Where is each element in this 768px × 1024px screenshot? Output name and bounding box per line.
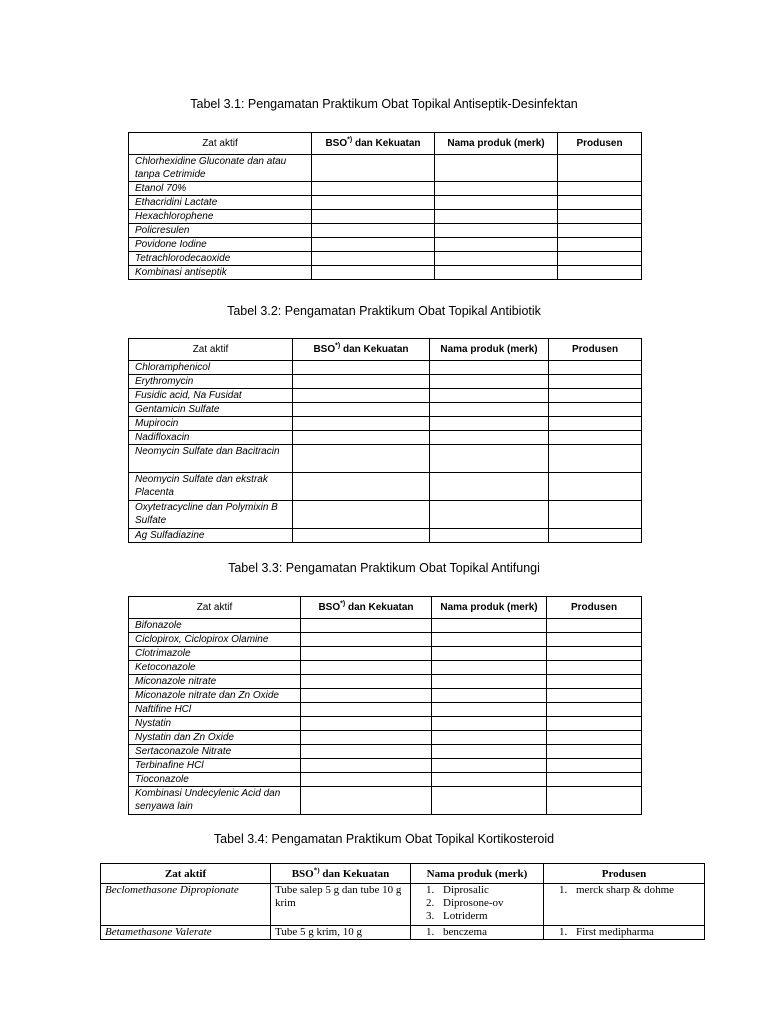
table-row xyxy=(129,389,642,403)
table-row xyxy=(129,529,642,543)
table-row xyxy=(129,210,642,224)
table2-header-row xyxy=(129,339,642,361)
nama-produk-cell xyxy=(411,884,544,926)
nama-produk-cell xyxy=(411,926,544,940)
produsen-list xyxy=(548,926,704,939)
zat-aktif-cell: Gentamicin Sulfate xyxy=(129,403,293,417)
zat-aktif-cell: Nadifloxacin xyxy=(129,431,293,445)
col-zat-aktif: Zat aktif xyxy=(129,339,293,361)
table-row xyxy=(129,155,642,182)
col-nama-produk: Nama produk (merk) xyxy=(430,339,549,361)
zat-aktif-cell: Tetrachlorodecaoxide xyxy=(129,252,312,266)
col-zat-aktif: Zat aktif xyxy=(129,597,301,619)
table-row xyxy=(129,703,642,717)
table3-caption: Tabel 3.3: Pengamatan Praktikum Obat Topikal Antifungi xyxy=(228,561,540,575)
zat-aktif-cell: Chloramphenicol xyxy=(129,361,293,375)
zat-aktif-cell: Oxytetracycline dan Polymixin B Sulfate xyxy=(129,501,293,529)
zat-aktif-cell: Tioconazole xyxy=(129,773,301,787)
table-row xyxy=(129,224,642,238)
col-produsen: Produsen xyxy=(544,864,705,884)
produsen-list xyxy=(548,884,704,897)
bso-cell: Tube salep 5 g dan tube 10 g krim xyxy=(271,884,411,926)
table-row xyxy=(129,445,642,473)
col-produsen: Produsen xyxy=(558,133,642,155)
zat-aktif-cell: Kombinasi Undecylenic Acid dan senyawa lain xyxy=(129,787,301,815)
table-row xyxy=(101,884,705,926)
zat-aktif-cell: Neomycin Sulfate dan Bacitracin xyxy=(129,445,293,473)
table-row xyxy=(129,787,642,815)
zat-aktif-cell: Beclomethasone Dipropionate xyxy=(101,884,271,926)
col-bso: BSO*) dan Kekuatan xyxy=(301,597,432,619)
zat-aktif-cell: Policresulen xyxy=(129,224,312,238)
table-row xyxy=(129,773,642,787)
table1-header-row xyxy=(129,133,642,155)
list-item: 1. First medipharma xyxy=(570,926,704,939)
zat-aktif-cell: Mupirocin xyxy=(129,417,293,431)
table-row xyxy=(129,731,642,745)
produsen-cell xyxy=(544,926,705,940)
list-item: 2. Diprosone-ov xyxy=(437,897,543,910)
zat-aktif-cell: Miconazole nitrate dan Zn Oxide xyxy=(129,689,301,703)
table-row xyxy=(129,196,642,210)
table-row xyxy=(129,661,642,675)
col-zat-aktif: Zat aktif xyxy=(129,133,312,155)
zat-aktif-cell: Terbinafine HCl xyxy=(129,759,301,773)
table-row xyxy=(129,182,642,196)
zat-aktif-cell: Ciclopirox, Ciclopirox Olamine xyxy=(129,633,301,647)
table-row xyxy=(129,501,642,529)
table-row xyxy=(129,417,642,431)
col-nama-produk: Nama produk (merk) xyxy=(435,133,558,155)
col-bso: BSO*) dan Kekuatan xyxy=(271,864,411,884)
table4-header-row xyxy=(101,864,705,884)
zat-aktif-cell: Hexachlorophene xyxy=(129,210,312,224)
zat-aktif-cell: Etanol 70% xyxy=(129,182,312,196)
table-row xyxy=(129,238,642,252)
col-bso: BSO*) dan Kekuatan xyxy=(312,133,435,155)
zat-aktif-cell: Miconazole nitrate xyxy=(129,675,301,689)
table-row xyxy=(129,647,642,661)
col-produsen: Produsen xyxy=(549,339,642,361)
zat-aktif-cell: Neomycin Sulfate dan ekstrak Placenta xyxy=(129,473,293,501)
table-row xyxy=(129,689,642,703)
zat-aktif-cell: Naftifine HCl xyxy=(129,703,301,717)
zat-aktif-cell: Betamethasone Valerate xyxy=(101,926,271,940)
produk-list xyxy=(415,884,543,923)
produk-list xyxy=(415,926,543,939)
table-row xyxy=(129,431,642,445)
zat-aktif-cell: Erythromycin xyxy=(129,375,293,389)
table-row xyxy=(129,361,642,375)
produsen-cell xyxy=(544,884,705,926)
list-item: 1. merck sharp & dohme xyxy=(570,884,704,897)
bso-cell: Tube 5 g krim, 10 g xyxy=(271,926,411,940)
table2-caption: Tabel 3.2: Pengamatan Praktikum Obat Topikal Antibiotik xyxy=(227,304,541,318)
table-row xyxy=(129,266,642,280)
list-item: 1. benczema xyxy=(437,926,543,939)
zat-aktif-cell: Bifonazole xyxy=(129,619,301,633)
zat-aktif-cell: Ag Sulfadiazine xyxy=(129,529,293,543)
zat-aktif-cell: Kombinasi antiseptik xyxy=(129,266,312,280)
table-row xyxy=(129,759,642,773)
table-row xyxy=(129,619,642,633)
table1-caption: Tabel 3.1: Pengamatan Praktikum Obat Topikal Antiseptik-Desinfektan xyxy=(190,97,578,111)
table-row xyxy=(129,717,642,731)
table1-antiseptik xyxy=(128,132,642,280)
table2-antibiotik xyxy=(128,338,642,543)
table4-kortikosteroid xyxy=(100,863,705,940)
zat-aktif-cell: Ketoconazole xyxy=(129,661,301,675)
table4-caption: Tabel 3.4: Pengamatan Praktikum Obat Topikal Kortikosteroid xyxy=(213,832,555,846)
col-nama-produk: Nama produk (merk) xyxy=(411,864,544,884)
table-row xyxy=(129,403,642,417)
list-item: 3. Lotriderm xyxy=(437,910,543,923)
col-produsen: Produsen xyxy=(547,597,642,619)
table-row xyxy=(129,252,642,266)
table-row xyxy=(129,375,642,389)
zat-aktif-cell: Clotrimazole xyxy=(129,647,301,661)
zat-aktif-cell: Nystatin xyxy=(129,717,301,731)
table3-antifungi xyxy=(128,596,642,815)
col-nama-produk: Nama produk (merk) xyxy=(432,597,547,619)
table-row xyxy=(129,473,642,501)
zat-aktif-cell: Povidone Iodine xyxy=(129,238,312,252)
table-row xyxy=(129,745,642,759)
table3-header-row xyxy=(129,597,642,619)
zat-aktif-cell: Ethacridini Lactate xyxy=(129,196,312,210)
table-row xyxy=(129,675,642,689)
table-row xyxy=(101,926,705,940)
zat-aktif-cell: Chlorhexidine Gluconate dan atau tanpa Cetrimide xyxy=(129,155,312,182)
zat-aktif-cell: Fusidic acid, Na Fusidat xyxy=(129,389,293,403)
zat-aktif-cell: Nystatin dan Zn Oxide xyxy=(129,731,301,745)
table-row xyxy=(129,633,642,647)
col-zat-aktif: Zat aktif xyxy=(101,864,271,884)
list-item: 1. Diprosalic xyxy=(437,884,543,897)
col-bso: BSO*) dan Kekuatan xyxy=(293,339,430,361)
zat-aktif-cell: Sertaconazole Nitrate xyxy=(129,745,301,759)
